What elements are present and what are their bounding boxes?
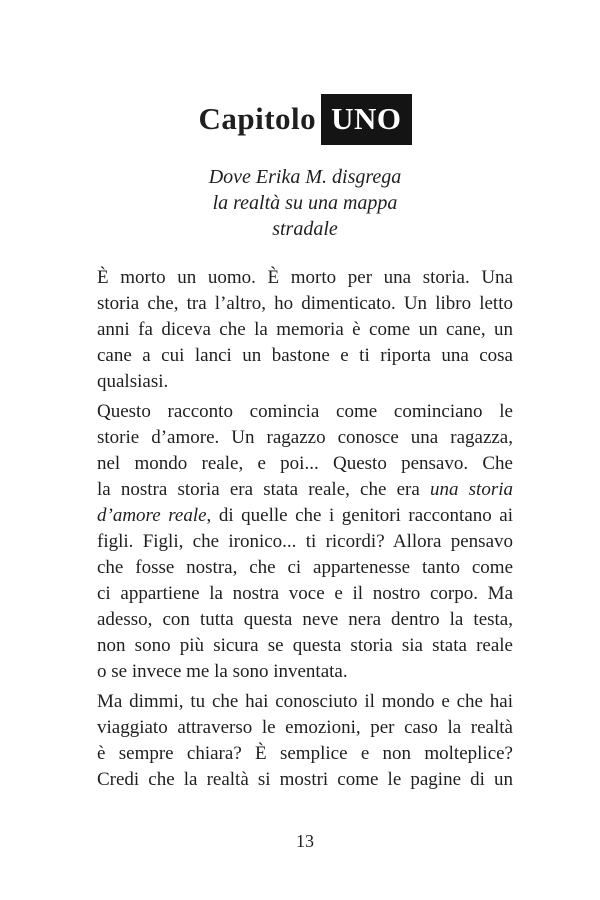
chapter-number-badge: UNO — [321, 94, 411, 145]
body-text — [97, 265, 513, 797]
text-line: qualsiasi. — [97, 371, 169, 392]
text-line: È morto un uomo. È morto per una storia. Una — [97, 267, 513, 288]
text-line: storie d’amore. Un ragazzo conosce una ragazza, — [97, 427, 513, 448]
text-line: Questo racconto comincia come cominciano le — [97, 401, 513, 422]
text-line: Credi che la realtà si mostri come le pagine di un — [97, 769, 513, 790]
paragraph — [97, 689, 513, 793]
text-line: è sempre chiara? È semplice e non molteplice? — [97, 743, 513, 764]
subtitle-line: la realtà su una mappa — [212, 192, 398, 214]
text-line: nel mondo reale, e poi... Questo pensavo. Che — [97, 453, 513, 474]
text-line: figli. Figli, che ironico... ti ricordi? Allora pensavo — [97, 531, 513, 552]
text-line: anni fa diceva che la memoria è come un cane, un — [97, 319, 513, 340]
text-line: o se invece me la sono inventata. — [97, 661, 348, 682]
chapter-title-word: Capitolo — [198, 101, 317, 136]
text-line: la nostra storia era stata reale, che era una storia — [97, 479, 513, 500]
subtitle-line: Dove Erika M. disgrega — [208, 166, 402, 188]
text-line: cane a cui lanci un bastone e ti riporta una cosa — [97, 345, 513, 366]
text-line: storia che, tra l’altro, ho dimenticato. Un libro letto — [97, 293, 513, 314]
text-line: ci appartiene la nostra voce e il nostro corpo. Ma — [97, 583, 513, 604]
page-footer — [97, 829, 513, 853]
paragraph — [97, 399, 513, 685]
text-line: viaggiato attraverso le emozioni, per caso la realtà — [97, 717, 513, 738]
text-line: d’amore reale, di quelle che i genitori raccontano ai — [97, 505, 513, 526]
chapter-subtitle — [97, 164, 513, 242]
paragraph — [97, 265, 513, 395]
subtitle-line: stradale — [272, 218, 338, 240]
text-line: Ma dimmi, tu che hai conosciuto il mondo e che hai — [97, 691, 513, 712]
text-line: non sono più sicura se questa storia sia stata reale — [97, 635, 513, 656]
chapter-header — [97, 94, 513, 242]
text-line: che fosse nostra, che ci appartenesse tanto come — [97, 557, 513, 578]
page-number: 13 — [296, 831, 314, 851]
chapter-title — [97, 94, 513, 145]
text-line: adesso, con tutta questa neve nera dentro la testa, — [97, 609, 513, 630]
